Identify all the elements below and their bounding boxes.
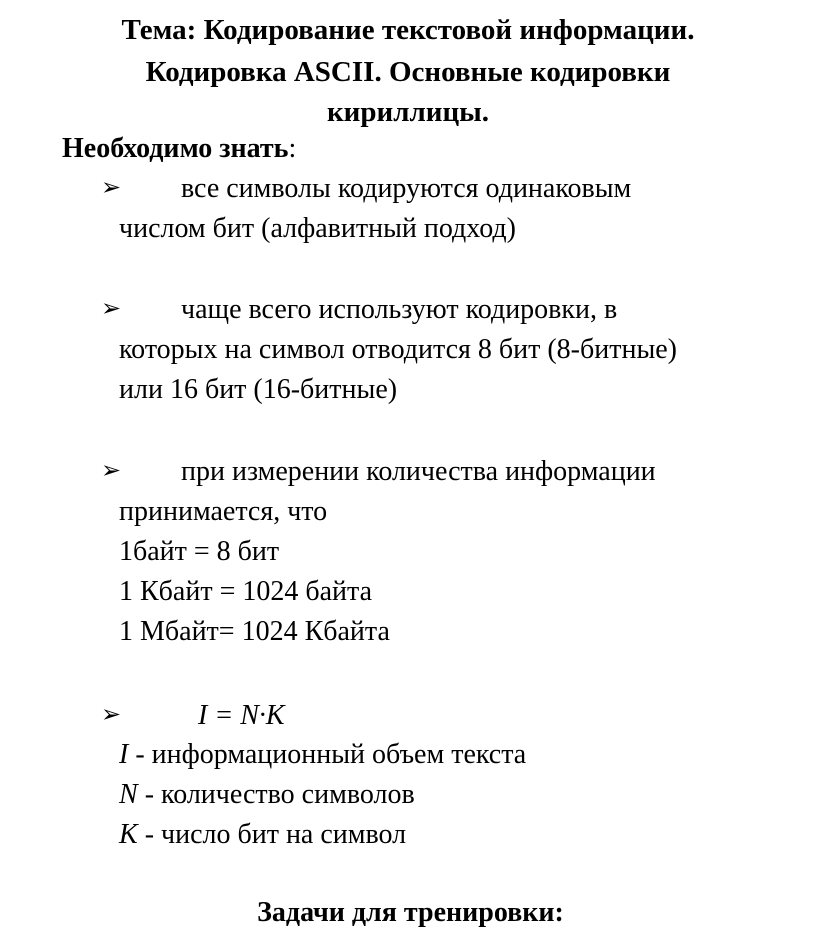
bullet-line: 1 Мбайт= 1024 Кбайта xyxy=(119,616,390,647)
bullet-line: которых на символ отводится 8 бит (8-битные) xyxy=(119,334,678,365)
bullet-first-line: все символы кодируются одинаковым xyxy=(181,173,632,204)
arrowhead-bullet-icon: ➢ xyxy=(101,458,122,484)
tasks-heading: Задачи для тренировки: xyxy=(257,897,564,928)
title-line-3: кириллицы. xyxy=(326,96,490,128)
need-to-know-heading xyxy=(62,130,296,168)
def-k-text: - число бит на символ xyxy=(137,819,407,850)
var-k: K xyxy=(119,819,138,850)
arrowhead-bullet-icon: ➢ xyxy=(101,702,122,728)
need-to-know-colon: : xyxy=(288,133,297,164)
var-n: N xyxy=(119,779,138,810)
title-line-1: Тема: Кодирование текстовой информации. xyxy=(121,14,695,46)
def-i-text: - информационный объем текста xyxy=(128,739,527,770)
bullet-line: принимается, что xyxy=(119,496,328,527)
formula-def-n xyxy=(119,776,415,814)
arrowhead-bullet-icon: ➢ xyxy=(101,175,122,201)
bullet-line: или 16 бит (16-битные) xyxy=(119,374,398,405)
need-to-know-label: Необходимо знать xyxy=(62,133,289,164)
formula: I = N·K xyxy=(198,700,285,731)
def-n-text: - количество символов xyxy=(137,779,415,810)
var-i: I xyxy=(119,739,129,770)
title-line-2: Кодировка ASCII. Основные кодировки xyxy=(145,56,671,88)
formula-def-k xyxy=(119,816,406,854)
bullet-line: 1 Кбайт = 1024 байта xyxy=(119,576,373,607)
formula-def-i xyxy=(119,736,526,774)
bullet-line: числом бит (алфавитный подход) xyxy=(119,213,517,244)
bullet-line: 1байт = 8 бит xyxy=(119,536,280,567)
bullet-first-line: чаще всего используют кодировки, в xyxy=(181,294,618,325)
bullet-first-line: при измерении количества информации xyxy=(181,456,656,487)
arrowhead-bullet-icon: ➢ xyxy=(101,296,122,322)
